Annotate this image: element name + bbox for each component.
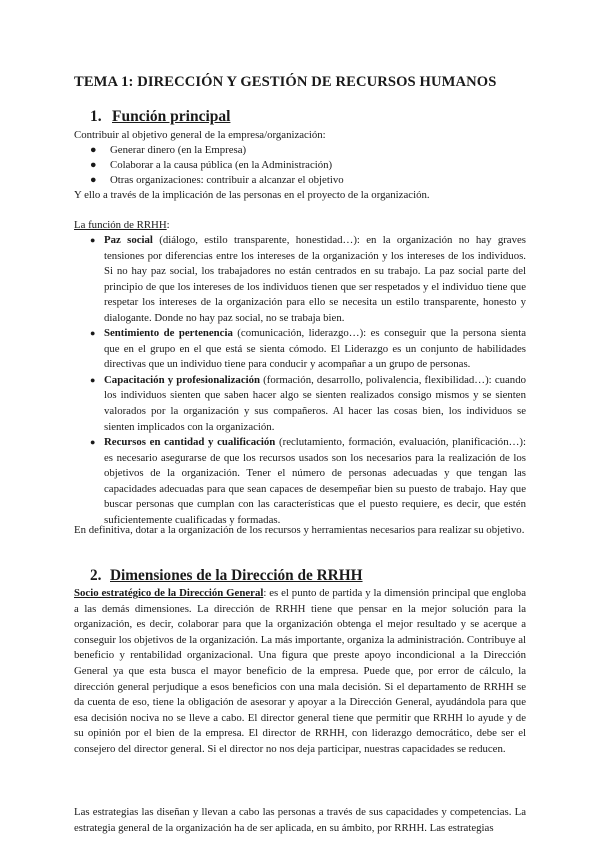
list-item (74, 233, 526, 326)
bullet-dot-icon: ● (90, 235, 96, 245)
bullet-dot-icon: ● (90, 437, 96, 448)
section-1-heading (90, 108, 230, 126)
section-2-text: : es el punto de partida y la dimensión principal que engloba a las demás dimensiones. La dirección de RRHH tiene que pensar en la mejor solución para la organización, es decir, colaborar para que la organización obtenga el mejor resultado y se acerque a conseguir los objetivos de la organización. La más importante, organiza la administración. Contribuye al beneficio y rentabilidad organizacional. Una figura que preste apoyo incondicional a la Dirección General ya que esta busca el mayor beneficio de la empresa. Puede que, por error de cálculo, la dirección general perjudique a esos beneficios con una mala decisión. Si el departamento de RRHH se da cuenta de eso, tiene la obligación de asesorar y apoyar a la Dirección General, ayudándola para que esa decisión nociva no se lleve a cabo. El director general tiene que permitir que RRHH lo ayude y de su opinión por el bien de la empresa. El director de RRHH, con liderazgo democrático, debe ser el consejero del director general. Si el director no nos deja participar, nuestras capacidades se reducen. (74, 587, 526, 755)
list-item-text: (diálogo, estilo transparente, honestidad…): en la organización no hay graves tensiones por diferencias entre los intereses de la organización y los intereses de los individuos. Si no hay paz social, los trabajadores no están centrados en su trabajo. La paz social parte del principio de que los intereses de los individuos tienen que ser respetados y el individuo tiene que respetar los intereses de la organización para ello se necesita un estilo transparente, honesto y dialogante. Donde no hay paz social, no se trabaja bien. (104, 234, 526, 324)
rrhh-function-label-colon: : (166, 219, 170, 231)
rrhh-function-label-text: La función de RRHH (74, 219, 167, 231)
list-item-term: Sentimiento de pertenencia (104, 327, 233, 340)
document-title: TEMA 1: DIRECCIÓN Y GESTIÓN DE RECURSOS HUMANOS (74, 74, 497, 90)
section-1-conclusion: En definitiva, dotar a la organización de los recursos y herramientas necesarios para realizar su objetivo. (74, 524, 525, 536)
section-1-closing: Y ello a través de la implicación de las personas en el proyecto de la organización. (74, 189, 430, 201)
list-item (74, 435, 526, 528)
section-1-number: 1. (90, 108, 102, 125)
rrhh-function-list (74, 233, 526, 528)
list-item (74, 326, 526, 373)
section-2-number: 2. (90, 567, 102, 584)
bullet-dot-icon: ● (90, 374, 96, 385)
section-2-title: Dimensiones de la Dirección de RRHH (110, 567, 363, 584)
bullet-dot-icon: ● (90, 328, 96, 339)
bullet-text: Otras organizaciones: contribuir a alcanzar el objetivo (110, 174, 344, 186)
bullet-item (90, 173, 97, 188)
bullet-text: Colaborar a la causa pública (en la Administración) (110, 159, 333, 171)
rrhh-function-label (74, 218, 170, 233)
section-1-intro: Contribuir al objetivo general de la empresa/organización: (74, 129, 326, 141)
section-2-paragraph-2: Las estrategias las diseñan y llevan a cabo las personas a través de sus capacidades y competencias. La estrategia general de la organización ha de ser aplicada, en su ámbito, por RRHH. Las estrategias (74, 806, 526, 834)
bullet-item (90, 158, 97, 173)
list-item (74, 373, 526, 435)
bullet-dot-icon: ● (90, 144, 97, 156)
section-2-heading (90, 567, 363, 585)
list-item-text: (reclutamiento, formación, evaluación, planificación…): es necesario asegurarse de que los recursos usados son los necesarios para la realización de los objetivos de la organización. Tener el número de personas adecuadas y que tengan las capacidades adecuadas para que sean capaces de desempeñar bien su puesto de trabajo. Hay que buscar personas que cumplan con las características que el puesto requiere, es decir, que estén suficientemente cualificadas y formadas. (104, 436, 526, 526)
list-item-term: Capacitación y profesionalización (104, 373, 261, 386)
list-item-text: (comunicación, liderazgo…): es conseguir que la persona sienta que en el grupo en el que está se sienta cómodo. El Liderazgo es un conjunto de habilidades directivas que un individuo tiene para conducir y acompañar a un grupo de personas. (104, 327, 526, 371)
list-item-text: (formación, desarrollo, polivalencia, flexibilidad…): cuando los individuos sienten que saben hacer algo se sienten realizados consigo mismos y se sienten valorados por la organización y sus compañeros. Al hacer las cosas bien, los individuos se sienten implicados con la organización. (104, 373, 526, 433)
list-item-term: Recursos en cantidad y cualificación (104, 436, 276, 449)
bullet-dot-icon: ● (90, 159, 97, 171)
section-2-term: Socio estratégico de la Dirección General (74, 587, 264, 599)
bullet-dot-icon: ● (90, 174, 97, 186)
section-2-paragraph (74, 586, 526, 758)
bullet-text: Generar dinero (en la Empresa) (110, 144, 247, 156)
section-1-title: Función principal (112, 108, 231, 125)
bullet-item (90, 143, 97, 158)
list-item-term: Paz social (104, 234, 153, 246)
